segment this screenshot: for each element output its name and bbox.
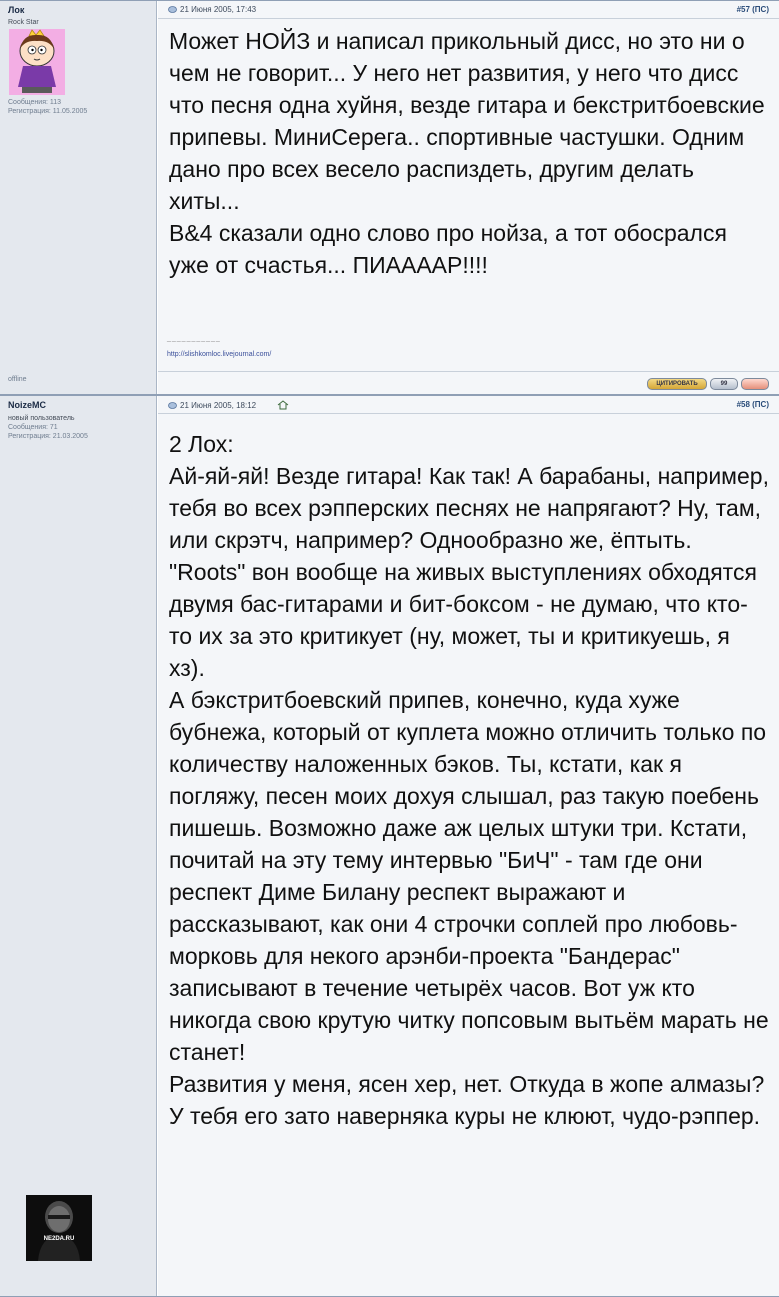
multiquote-button-label: 99 xyxy=(720,381,728,387)
multiquote-button[interactable] xyxy=(710,378,738,390)
user-sidebar xyxy=(0,396,157,1296)
reply-button[interactable] xyxy=(741,378,769,390)
quote-button[interactable] xyxy=(647,378,707,390)
post-header xyxy=(158,1,779,19)
post-header xyxy=(158,396,779,414)
post-number-link[interactable]: #57 (ПС) xyxy=(736,5,769,14)
avatar-caption: NE2DA.RU xyxy=(43,1236,75,1242)
message-count: Сообщения: 113 xyxy=(8,99,62,106)
post-paragraph: Развития у меня, ясен хер, нет. Откуда в жопе алмазы? У тебя его зато наверняка куры не клюют, чудо-рэппер. xyxy=(169,1071,765,1129)
forum-post xyxy=(0,0,779,395)
registration-date: Регистрация: 21.03.2005 xyxy=(8,433,88,440)
online-status: offline xyxy=(8,376,27,383)
message-count: Сообщения: 71 xyxy=(8,424,58,431)
username[interactable]: Лок xyxy=(8,5,25,15)
post-body xyxy=(169,428,769,1132)
post-content xyxy=(158,1,779,394)
post-paragraph: B&4 сказали одно слово про нойза, а тот обосрался уже от счастья... ПИААААР!!!! xyxy=(169,220,727,278)
post-paragraph: Ай-яй-яй! Везде гитара! Как так! А барабаны, например, тебя во всех рэпперских песнях не напрягают? Ну, там, или скрэтч, например? Однообразно же, ёптыть. "Roots" вон вообще на живых выступлениях обходятся двумя бас-гитарами и бит-боксом - не думаю, что кто-то их за это критикует (ну, может, ты и критикуешь, я хз). xyxy=(169,463,769,681)
post-date-text: 21 Июня 2005, 18:12 xyxy=(180,400,257,410)
post-icon xyxy=(168,402,177,409)
home-icon[interactable] xyxy=(277,400,289,410)
quote-button-label: ЦИТИРОВАТЬ xyxy=(656,381,698,387)
post-icon xyxy=(168,6,177,13)
user-title: новый пользователь xyxy=(8,415,75,422)
post-date xyxy=(168,400,289,410)
avatar[interactable] xyxy=(26,1195,92,1261)
post-content xyxy=(158,396,779,1296)
post-number-link[interactable]: #58 (ПС) xyxy=(736,400,769,409)
post-paragraph: А бэкстритбоевский припев, конечно, куда хуже бубнежа, который от куплета можно отличить только по количеству наложенных бэков. Ты, кстати, как я погляжу, песен моих дохуя слышал, раз такую поебень пишешь. Возможно даже аж целых штуки три. Кстати, почитай на эту тему интервью "БиЧ" - там где они респект Диме Билану респект выражают и рассказывают, как они 4 строчки соплей про любовь-морковь для некого арэнби-проекта "Бандерас" записывают в течение четырёх часов. Вот уж кто никогда свою крутую читку попсовым вытьём марать не станет! xyxy=(169,687,769,1065)
post-paragraph: 2 Лох: xyxy=(169,431,234,457)
avatar[interactable] xyxy=(9,29,65,95)
post-body xyxy=(169,25,769,281)
post-actions xyxy=(647,378,769,390)
post-date xyxy=(168,5,256,14)
username[interactable]: NoizeMC xyxy=(8,400,46,410)
post-footer xyxy=(158,371,779,394)
user-photo-icon xyxy=(26,1195,92,1261)
user-title: Rock Star xyxy=(8,19,39,26)
registration-date: Регистрация: 11.05.2005 xyxy=(8,108,88,115)
post-date-text: 21 Июня 2005, 17:43 xyxy=(180,5,257,14)
forum-post xyxy=(0,395,779,1297)
post-paragraph: Может НОЙЗ и написал прикольный дисс, но это ни о чем не говорит... У него нет развития, у него что дисс что песня одна хуйня, везде гитара и бекстритбоевские припевы. МиниСерега.. спортивные частушки. Одним дано про всех весело распиздеть, другим делать хиты... xyxy=(169,28,765,214)
signature-divider: ___________ xyxy=(167,335,221,342)
signature-link[interactable]: http://slishkomloc.livejournal.com/ xyxy=(167,351,272,358)
user-sidebar xyxy=(0,1,157,394)
cartoon-avatar-icon xyxy=(9,29,65,95)
